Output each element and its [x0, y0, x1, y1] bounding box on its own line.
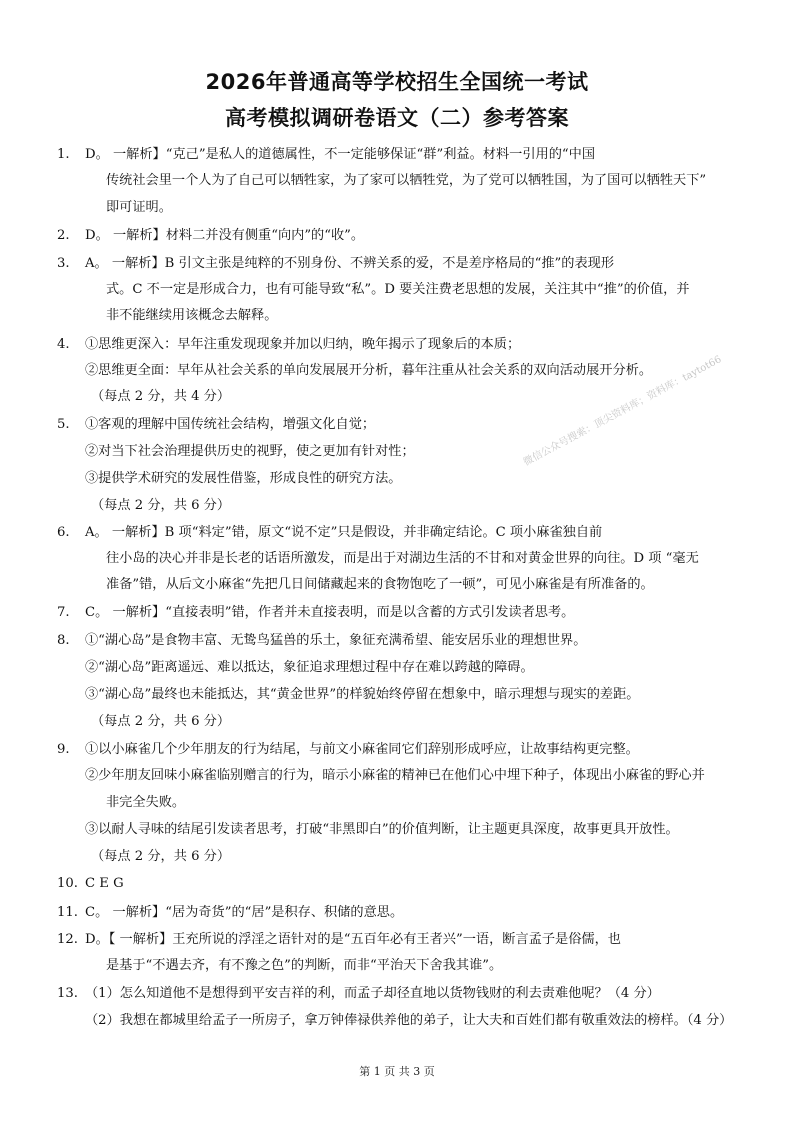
- question-number: 11.: [57, 905, 78, 920]
- answer-line: ①以小麻雀几个少年朋友的行为结尾，与前文小麻雀同它们辞别形成呼应，让故事结构更完整。: [85, 742, 639, 757]
- answer-line: C。 一解析】“直接表明”错，作者并未直接表明，而是以含蓄的方式引发读者思考。: [85, 605, 575, 620]
- answer-line: 非不能继续用该概念去解释。: [106, 308, 278, 323]
- answer-line: 是基于“不遇去齐，有不豫之色”的判断，而非“平治天下舍我其谁”。: [106, 958, 503, 973]
- answer-line: 式。C 不一定是形成合力，也有可能导致“私”。D 要关注费老思想的发展，关注其中“推”的价值，并: [106, 282, 690, 297]
- score-note: （每点 2 分，共 6 分）: [91, 849, 231, 864]
- question-number: 3.: [57, 256, 70, 271]
- answer-line: 往小岛的决心并非是长老的话语所激发，而是出于对湖边生活的不甘和对黄金世界的向往。D 项 “毫无: [106, 551, 699, 566]
- answer-line: ②“湖心岛”距离遥远、难以抵达，象征追求理想过程中存在难以跨越的障碍。: [85, 660, 534, 675]
- answer-line: A。 一解析】B 引文主张是纯粹的不别身份、不辨关系的爱，不是差序格局的“推”的表现形: [85, 256, 615, 271]
- answer-line: 传统社会里一个人为了自己可以牺牲家，为了家可以牺牲党，为了党可以牺牲国，为了国可以牺牲天下”: [106, 173, 707, 188]
- answer-line: D。【 一解析】王充所说的浮淫之语针对的是“五百年必有王者兴”一语，断言孟子是俗儒，也: [85, 932, 621, 947]
- question-number: 6.: [57, 525, 70, 540]
- answer-line: ①“湖心岛”是食物丰富、无鸷鸟猛兽的乐土，象征充满希望、能安居乐业的理想世界。: [85, 633, 587, 648]
- answer-line: ①思维更深入：早年注重发现现象并加以归纳，晚年揭示了现象后的本质；: [85, 337, 521, 352]
- answer-line: D。 一解析】材料二并没有侧重“向内”的“收”。: [85, 228, 365, 243]
- exam-title: 2026年普通高等学校招生全国统一考试: [205, 70, 589, 94]
- question-number: 2.: [57, 228, 70, 243]
- question-number: 13.: [57, 986, 78, 1001]
- question-number: 8.: [57, 633, 70, 648]
- answer-line: C E G: [85, 876, 124, 891]
- answer-line: ②对当下社会治理提供历史的视野，使之更加有针对性；: [85, 444, 415, 459]
- answer-line: C。 一解析】“居为奇货”的“居”是积存、积储的意思。: [85, 905, 404, 920]
- question-number: 10.: [57, 876, 78, 891]
- answer-line: ③提供学术研究的发展性借鉴，形成良性的研究方法。: [85, 471, 402, 486]
- answer-line: （1）怎么知道他不是想得到平安吉祥的利，而孟子却径直地以货物钱财的利去责难他呢？（4 分）: [85, 986, 660, 1001]
- score-note: （每点 2 分，共 4 分）: [91, 389, 231, 404]
- answer-line: ②思维更全面：早年从社会关系的单向发展展开分析，暮年注重从社会关系的双向活动展开分析。: [85, 363, 653, 378]
- question-number: 5.: [57, 417, 70, 432]
- question-number: 4.: [57, 337, 70, 352]
- question-number: 7.: [57, 605, 70, 620]
- answer-line: ③以耐人寻味的结尾引发读者思考，打破“非黑即白”的价值判断，让主题更具深度，故事更具开放性。: [85, 822, 679, 837]
- answer-line: A。 一解析】B 项“料定”错，原文“说不定”只是假设，并非确定结论。C 项小麻雀独自前: [85, 525, 603, 540]
- score-note: （每点 2 分，共 6 分）: [91, 498, 231, 513]
- answer-line: 即可证明。: [106, 200, 172, 215]
- answer-line: 非完全失败。: [106, 795, 186, 810]
- question-number: 1.: [57, 147, 70, 162]
- answer-line: 准备”错，从后文小麻雀“先把几日间储藏起来的食物饱吃了一顿”，可见小麻雀是有所准备的。: [106, 577, 654, 592]
- page-footer: 第 1 页 共 3 页: [359, 1065, 435, 1078]
- score-note: （每点 2 分，共 6 分）: [91, 714, 231, 729]
- answer-line: ②少年朋友回味小麻雀临别赠言的行为，暗示小麻雀的精神已在他们心中埋下种子，体现出小麻雀的野心并: [85, 768, 705, 783]
- question-number: 9.: [57, 742, 70, 757]
- answer-line: D。 一解析】“克己”是私人的道德属性，不一定能够保证“群”利益。材料一引用的“中国: [85, 147, 596, 162]
- answer-line: ①客观的理解中国传统社会结构，增强文化自觉；: [85, 417, 376, 432]
- answer-line: ③“湖心岛”最终也未能抵达，其“黄金世界”的样貌始终停留在想象中，暗示理想与现实的差距。: [85, 687, 640, 702]
- question-number: 12.: [57, 932, 78, 947]
- answer-line: （2）我想在都城里给孟子一所房子，拿万钟俸禄供养他的弟子，让大夫和百姓们都有敬重效法的榜样。（4 分）: [85, 1013, 733, 1028]
- answer-key-title: 高考模拟调研卷语文（二）参考答案: [225, 106, 569, 130]
- watermark: 微信公众号搜索：顶尖资料库；资料库：taytot66: [521, 354, 724, 469]
